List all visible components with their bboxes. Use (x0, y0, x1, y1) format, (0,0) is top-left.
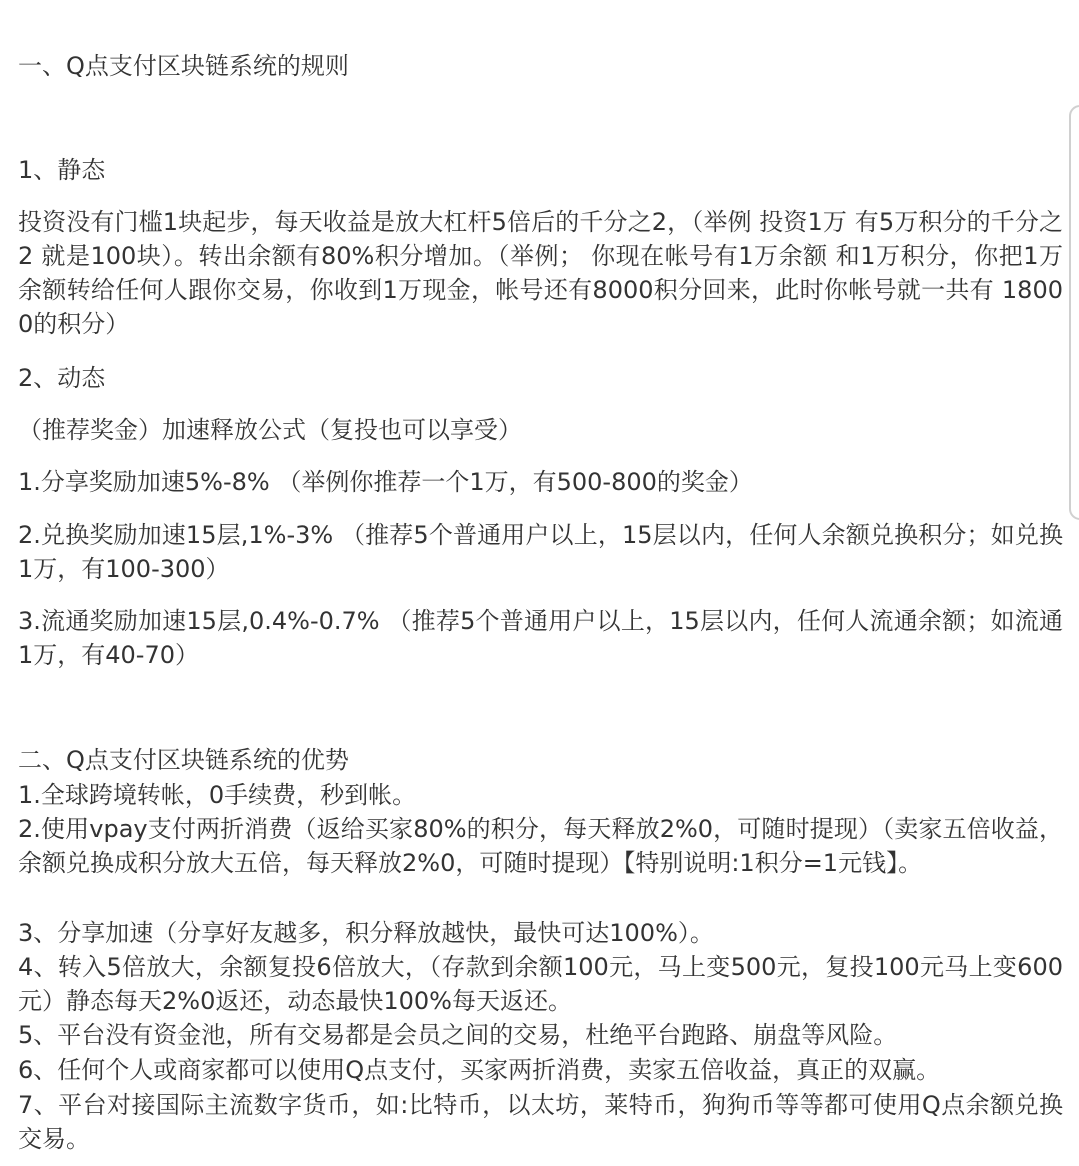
static-title: 1、静态 (18, 156, 106, 184)
dynamic-item-2: 2.兑换奖励加速15层,1%-3% （推荐5个普通用户以上，15层以内，任何人余额兑换积分；如兑换1万，有100-300） (18, 521, 1063, 583)
advantage-6: 6、任何个人或商家都可以使用Q点支付，买家两折消费，卖家五倍收益，真正的双赢。 (18, 1056, 941, 1084)
section2-heading: 二、Q点支付区块链系统的优势 (18, 746, 349, 774)
dynamic-item-1: 1.分享奖励加速5%-8% （举例你推荐一个1万，有500-800的奖金） (18, 468, 753, 496)
advantage-3: 3、分享加速（分享好友越多，积分释放越快，最快可达100%）。 (18, 919, 714, 947)
advantage-1: 1.全球跨境转帐，0手续费，秒到帐。 (18, 781, 417, 809)
advantage-5: 5、平台没有资金池，所有交易都是会员之间的交易，杜绝平台跑路、崩盘等风险。 (18, 1021, 898, 1049)
static-body: 投资没有门槛1块起步，每天收益是放大杠杆5倍后的千分之2，（举例 投资1万 有5万积分的千分之2 就是100块）。转出余额有80%积分增加。（举例； 你现在帐号有1万余额 和1万积分，你把1万余额转给任何人跟你交易，你收到1万现金，帐号还有8000积分回来，此时你帐号就一共有 18000的积分） (18, 208, 1063, 338)
advantage-7: 7、平台对接国际主流数字货币，如:比特币，以太坊，莱特币，狗狗币等等都可使用Q点余额兑换交易。 (18, 1091, 1063, 1153)
dynamic-subtitle: （推荐奖金）加速释放公式（复投也可以享受） (18, 416, 522, 444)
advantage-2: 2.使用vpay支付两折消费（返给买家80%的积分，每天释放2%0，可随时提现）（卖家五倍收益，余额兑换成积分放大五倍，每天释放2%0，可随时提现）【特别说明:1积分=1元钱】。 (18, 815, 1063, 877)
section1-heading: 一、Q点支付区块链系统的规则 (18, 52, 349, 80)
dynamic-title: 2、动态 (18, 364, 106, 392)
scroll-handle[interactable] (1069, 105, 1079, 520)
dynamic-item-3: 3.流通奖励加速15层,0.4%-0.7% （推荐5个普通用户以上，15层以内，任何人流通余额；如流通1万，有40-70） (18, 607, 1063, 669)
advantage-4: 4、转入5倍放大，余额复投6倍放大，（存款到余额100元，马上变500元，复投100元马上变600元）静态每天2%0返还，动态最快100%每天返还。 (18, 953, 1063, 1015)
